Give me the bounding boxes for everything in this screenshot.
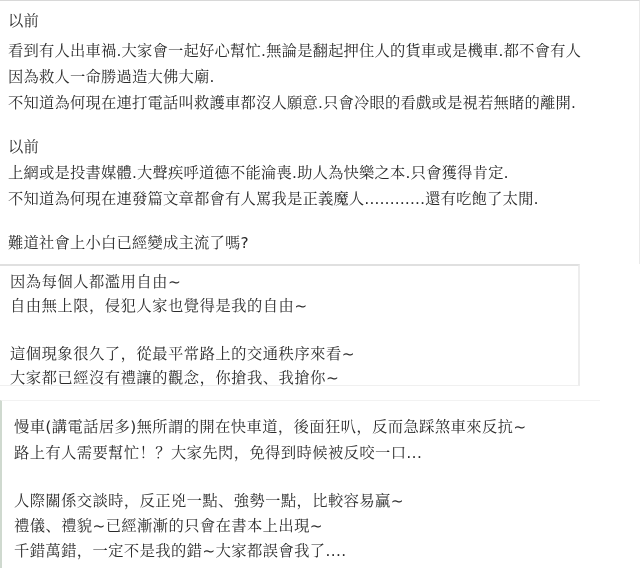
post-line: 以前 — [8, 12, 39, 30]
reply-line: 人際關係交談時，反正兇一點、強勢一點，比較容易贏~ — [14, 492, 404, 510]
reply-line: 自由無上限，侵犯人家也覺得是我的自由~ — [10, 297, 308, 315]
post-line: 因為救人一命勝過造大佛大廟. — [8, 68, 215, 86]
post-line: 上網或是投書媒體.大聲疾呼道德不能淪喪.助人為快樂之本.只會獲得肯定. — [8, 164, 509, 182]
reply-line: 因為每個人都濫用自由~ — [10, 273, 182, 291]
reply-line: 千錯萬錯，一定不是我的錯~大家都誤會我了.... — [14, 542, 347, 560]
original-post — [0, 0, 640, 264]
post-line: 不知道為何現在連打電話叫救護車都沒人願意.只會冷眼的看戲或是視若無睹的離開. — [8, 94, 577, 112]
reply-line: 禮儀、禮貌~已經漸漸的只會在書本上出現~ — [14, 517, 323, 535]
reply-post — [0, 264, 580, 386]
reply-line: 慢車(講電話居多)無所謂的開在快車道，後面狂叭，反而急踩煞車來反抗~ — [14, 418, 527, 436]
post-line: 看到有人出車禍.大家會一起好心幫忙.無論是翻起押住人的貨車或是機車.都不會有人 — [8, 42, 582, 60]
reply-post — [0, 400, 600, 568]
reply-line: 大家都已經沒有禮讓的觀念，你搶我、我搶你~ — [10, 369, 340, 387]
reply-line: 這個現象很久了，從最平常路上的交通秩序來看~ — [10, 345, 356, 363]
reply-line: 路上有人需要幫忙！？大家先閃，免得到時候被反咬一口... — [14, 444, 423, 462]
post-line: 難道社會上小白已經變成主流了嗎? — [8, 234, 249, 252]
post-line: 不知道為何現在連發篇文章都會有人罵我是正義魔人............還有吃飽了太閒. — [8, 190, 539, 208]
post-line: 以前 — [8, 138, 39, 156]
